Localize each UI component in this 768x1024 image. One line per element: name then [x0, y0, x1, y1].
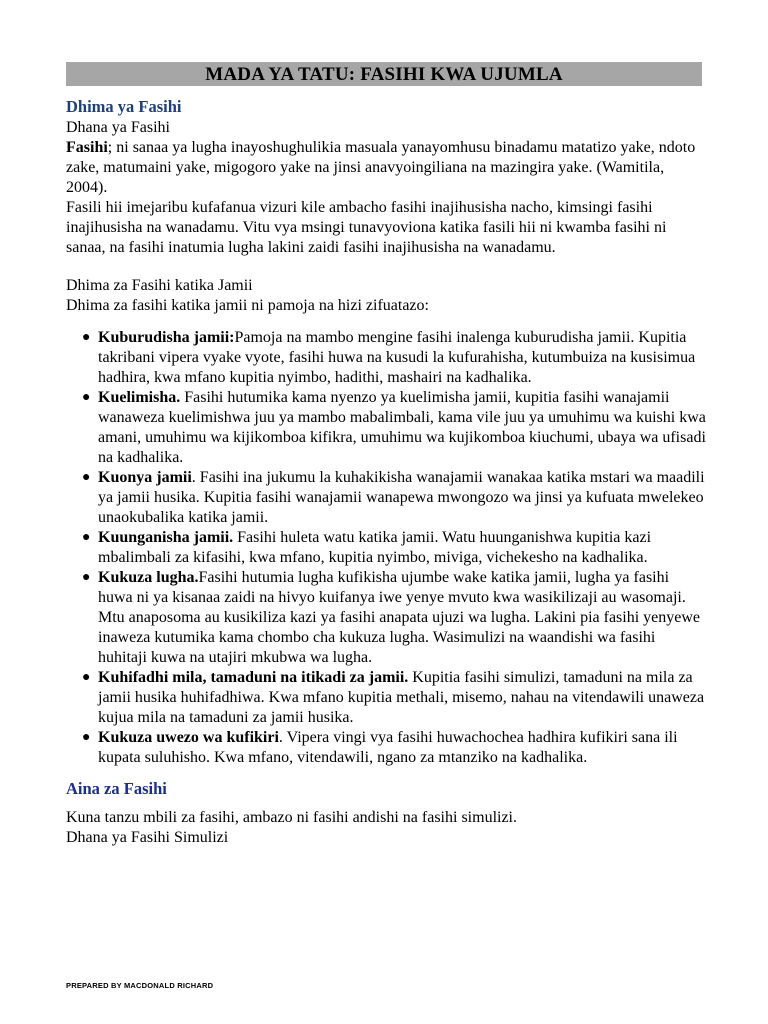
item-term: Kukuza lugha. — [98, 569, 199, 586]
bullet-icon: ● — [82, 530, 91, 545]
explanation-paragraph: Fasili hii imejaribu kufafanua vizuri kile ambacho fasihi inajihusisha nacho, kimsingi fasihi inajihusisha na wanadamu. Vitu vya msingi tunavyoviona katika fasili hii ni kwamba fasihi ni sanaa, na fasihi inatumia lugha lakini zaidi fasihi inajihusisha na wanadamu. — [66, 199, 667, 256]
item-text: Fasihi huleta watu katika jamii. Watu huunganishwa kupitia kazi mbalimbali za kifasihi, kwa mfano, kupitia nyimbo, miviga, vichekesho na kadhalika. — [98, 529, 652, 566]
list-item — [82, 468, 706, 528]
item-term: Kuburudisha jamii: — [98, 329, 235, 346]
list-item — [82, 668, 706, 728]
bullet-icon: ● — [82, 390, 91, 405]
definition-paragraph — [66, 138, 706, 198]
list-item — [82, 528, 706, 568]
bullet-icon: ● — [82, 470, 91, 485]
footer-credit: PREPARED BY MACDONALD RICHARD — [66, 981, 214, 990]
definition-term: Fasihi — [66, 139, 108, 156]
dhima-intro: Dhima za fasihi katika jamii ni pamoja na hizi zifuatazo: — [66, 297, 429, 314]
bullet-icon: ● — [82, 670, 91, 685]
item-text: Fasihi hutumia lugha kufikisha ujumbe wake katika jamii, lugha ya fasihi huwa ni ya kisanaa zaidi na hivyo kuifanya iwe yenye mvuto kwa wasikilizaji au wasomaji. Mtu anaposoma au kusikiliza kazi ya fasihi anapata ujuzi wa lugha. Lakini pia fasihi yenyewe inaweza kutumika kama chombo cha kukuza lugha. Wasimulizi na waandishi wa fasihi huhitaji kuwa na utajiri mkubwa wa lugha. — [98, 569, 701, 666]
item-text: Fasihi hutumika kama nyenzo ya kuelimisha jamii, kupitia fasihi wanajamii wanaweza kuelimishwa juu ya mambo mabalimbali, kama vile juu ya umuhimu wa kuishi kwa amani, umuhimu wa kijikomboa kifikra, umuhimu wa kujikomboa kiuchumi, ubaya wa ufisadi na kadhalika. — [98, 389, 706, 466]
list-item — [82, 728, 706, 768]
item-text: Pamoja na mambo mengine fasihi inalenga kuburudisha jamii. Kupitia takribani vipera vyake vyote, fasihi huwa na kusudi la kufurahisha, kutumbuiza na kusisimua hadhira, kwa mfano kupitia nyimbo, hadithi, mashairi na kadhalika. — [98, 329, 696, 386]
bullet-icon: ● — [82, 330, 91, 345]
document-body — [66, 96, 706, 848]
item-text: Kupitia fasihi simulizi, tamaduni na mila za jamii husika huhifadhiwa. Kwa mfano kupitia methali, misemo, nahau na vitendawili unaweza kujua mila na tamaduni za jamii husika. — [98, 669, 705, 726]
definition-text: ; ni sanaa ya lugha inayoshughulikia masuala yanayomhusu binadamu matatizo yake, ndoto zake, matumaini yake, migogoro yake na jinsi anavyoingiliana na mazingira yake. (Wamitila, 2004). — [66, 139, 696, 196]
functions-list — [66, 328, 706, 768]
list-item — [82, 328, 706, 388]
section-heading-dhima: Dhima ya Fasihi — [66, 97, 182, 116]
item-term: Kuunganisha jamii. — [98, 529, 234, 546]
item-term: Kuonya jamii — [98, 469, 192, 486]
item-term: Kuhifadhi mila, tamaduni na itikadi za jamii. — [98, 669, 409, 686]
item-text: . Fasihi ina jukumu la kuhakikisha wanajamii wanakaa katika mstari wa maadili ya jamii husika. Kupitia fasihi wanajamii wanapewa mwongozo wa jinsi ya kufuata mwelekeo unaokubalika katika jamii. — [98, 469, 705, 526]
aina-paragraph: Kuna tanzu mbili za fasihi, ambazo ni fasihi andishi na fasihi simulizi. — [66, 809, 517, 826]
simulizi-heading: Dhana ya Fasihi Simulizi — [66, 829, 229, 846]
item-term: Kukuza uwezo wa kufikiri — [98, 729, 279, 746]
bullet-icon: ● — [82, 730, 91, 745]
bullet-icon: ● — [82, 570, 91, 585]
item-text: . Vipera vingi vya fasihi huwachochea hadhira kufikiri sana ili kupata suluhisho. Kwa mfano, vitendawili, ngano za mtanziko na kadhalika. — [98, 729, 678, 766]
page-title: MADA YA TATU: FASIHI KWA UJUMLA — [66, 62, 702, 86]
section-heading-aina: Aina za Fasihi — [66, 779, 167, 798]
list-item — [82, 568, 706, 668]
list-item — [82, 388, 706, 468]
item-term: Kuelimisha. — [98, 389, 181, 406]
dhana-heading: Dhana ya Fasihi — [66, 119, 170, 136]
dhima-heading: Dhima za Fasihi katika Jamii — [66, 277, 253, 294]
